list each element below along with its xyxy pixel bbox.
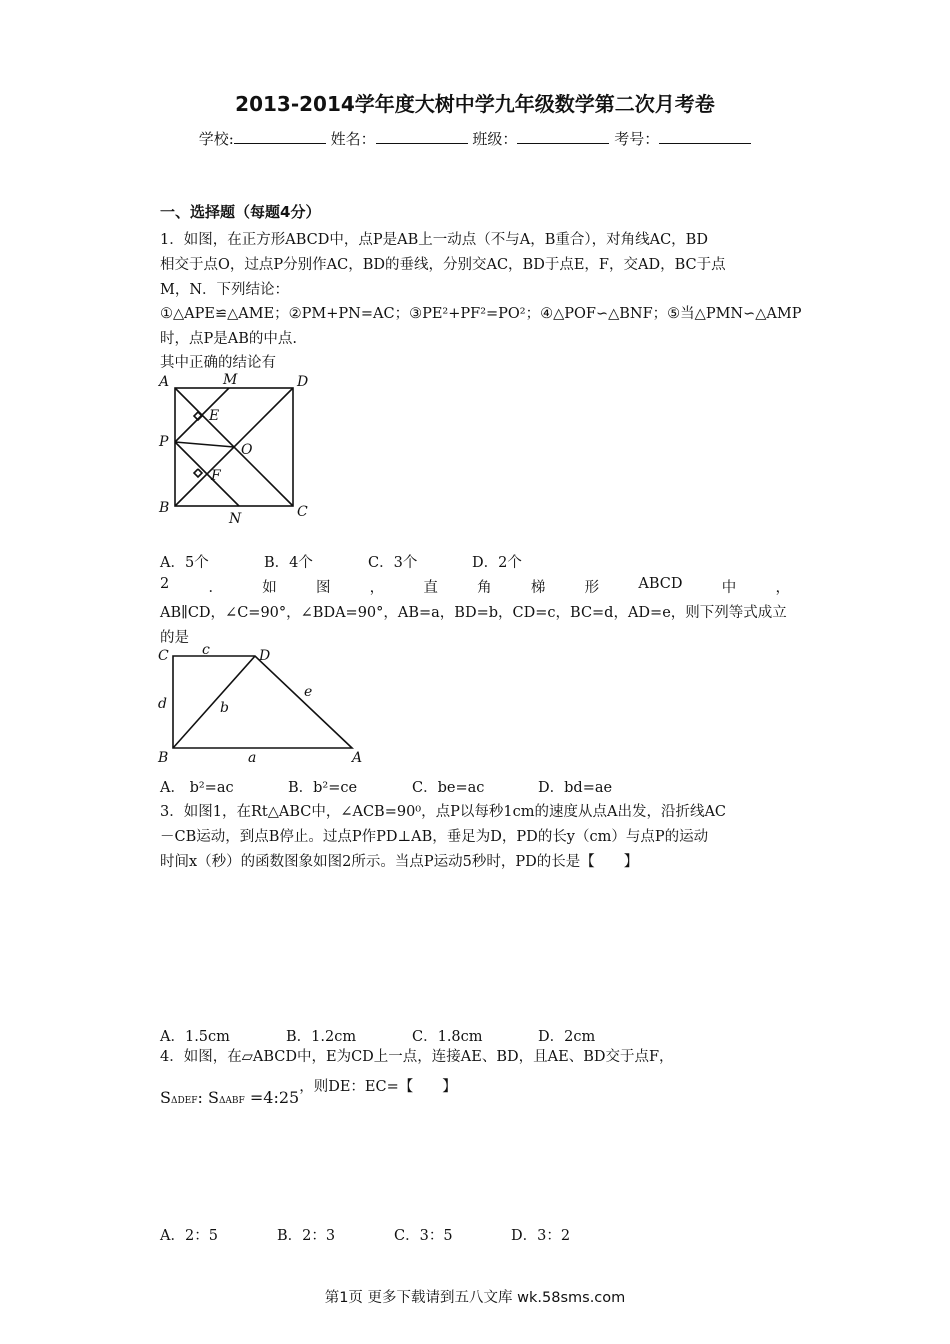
ratio-colon: : S bbox=[197, 1088, 219, 1107]
label-C: C bbox=[158, 648, 169, 664]
ratio-sub-def: ΔDEF bbox=[170, 1096, 198, 1106]
name-blank[interactable] bbox=[376, 129, 468, 144]
q2-word: 形 bbox=[584, 580, 600, 596]
name-label: 姓名： bbox=[330, 130, 376, 148]
q3-line2: －CB运动，到点B停止。过点P作PD⊥AB，垂足为D，PD的长y（cm）与点P的运动 bbox=[160, 829, 709, 845]
label-A: A bbox=[352, 750, 363, 766]
q2-option-a[interactable]: A． b²=ac bbox=[160, 780, 234, 796]
q1-options bbox=[160, 551, 522, 572]
q4-option-c[interactable]: C．3：5 bbox=[394, 1228, 453, 1244]
q2-word: 角 bbox=[477, 580, 492, 596]
q1-option-a[interactable]: A．5个 bbox=[160, 555, 209, 571]
q3-options bbox=[160, 1025, 595, 1046]
q2-word: ， bbox=[369, 580, 385, 596]
ratio-value: =4:25 bbox=[244, 1088, 300, 1107]
label-D: D bbox=[259, 648, 271, 664]
q1-option-c[interactable]: C．3个 bbox=[368, 555, 418, 571]
label-P: P bbox=[159, 434, 169, 450]
label-N: N bbox=[229, 511, 242, 527]
q1-line2: 相交于点O，过点P分别作AC，BD的垂线，分别交AC，BD于点E，F，交AD，BC于点 bbox=[160, 257, 726, 273]
q4-options bbox=[160, 1224, 570, 1245]
q2-word: ABCD bbox=[638, 576, 683, 592]
q4-line1: 4．如图，在▱ABCD中，E为CD上一点，连接AE、BD，且AE、BD交于点F， bbox=[160, 1049, 674, 1065]
q2-option-d[interactable]: D．bd=ae bbox=[538, 780, 613, 796]
label-O: O bbox=[241, 442, 253, 458]
label-d: d bbox=[158, 696, 167, 712]
q4-option-b[interactable]: B．2：3 bbox=[277, 1228, 336, 1244]
q2-word: ． bbox=[208, 580, 223, 596]
school-label: 学校: bbox=[198, 130, 234, 148]
q2-word: ， bbox=[775, 580, 790, 596]
q2-line2: AB∥CD，∠C=90°，∠BDA=90°，AB=a，BD=b，CD=c，BC=d，AD=e，则下列等式成立 bbox=[160, 605, 787, 621]
label-E: E bbox=[209, 408, 220, 424]
label-F: F bbox=[211, 468, 221, 484]
label-M: M bbox=[223, 372, 238, 388]
q1-line4: ①△APE≌△AME；②PM+PN=AC；③PE²+PF²=PO²；④△POF∽△BNF；⑤当△PMN∽△AMP bbox=[160, 306, 802, 322]
q2-word: 2 bbox=[160, 576, 170, 592]
q2-word: 中 bbox=[721, 580, 737, 596]
q1-option-b[interactable]: B．4个 bbox=[264, 555, 313, 571]
q4-line2 bbox=[160, 1075, 457, 1107]
q4-question-end: ，则DE：EC=【 】 bbox=[299, 1079, 457, 1095]
label-C: C bbox=[297, 504, 308, 520]
q4-option-d[interactable]: D．3：2 bbox=[511, 1228, 571, 1244]
ratio-s: S bbox=[160, 1088, 171, 1107]
q3-option-c[interactable]: C．1.8cm bbox=[412, 1029, 483, 1045]
q2-word: 直 bbox=[423, 580, 438, 596]
q3-option-d[interactable]: D．2cm bbox=[538, 1029, 596, 1045]
q1-square-figure bbox=[155, 370, 325, 530]
label-B: B bbox=[159, 500, 170, 516]
page-footer: 第1页 更多下载请到五八文库 wk.58sms.com bbox=[324, 1290, 626, 1306]
q2-options bbox=[160, 776, 612, 797]
q3-option-a[interactable]: A．1.5cm bbox=[160, 1029, 230, 1045]
q2-option-b[interactable]: B．b²=ce bbox=[288, 780, 358, 796]
q2-line3: 的是 bbox=[160, 630, 189, 646]
school-blank[interactable] bbox=[234, 129, 326, 144]
q2-trapezoid-figure bbox=[152, 640, 372, 768]
student-info-line bbox=[0, 128, 950, 149]
q1-line6: 其中正确的结论有 bbox=[160, 355, 276, 371]
q1-line3: M，N．下列结论： bbox=[160, 282, 290, 298]
number-blank[interactable] bbox=[659, 129, 751, 144]
label-b: b bbox=[220, 700, 229, 716]
q1-line1: 1．如图，在正方形ABCD中，点P是AB上一动点（不与A，B重合），对角线AC，BD bbox=[160, 232, 708, 248]
ratio-sub-abf: ΔABF bbox=[218, 1096, 245, 1106]
number-label: 考号： bbox=[614, 130, 660, 148]
exam-title: 2013-2014学年度大树中学九年级数学第二次月考卷 bbox=[235, 92, 715, 116]
q1-option-d[interactable]: D．2个 bbox=[472, 555, 522, 571]
section-heading: 一、选择题（每题4分） bbox=[160, 203, 321, 221]
q4-option-a[interactable]: A．2：5 bbox=[160, 1228, 218, 1244]
q2-word: 图 bbox=[315, 580, 331, 596]
q3-line1: 3．如图1，在Rt△ABC中，∠ACB=90⁰，点P以每秒1cm的速度从点A出发，沿折线AC bbox=[160, 804, 727, 820]
label-e: e bbox=[304, 684, 313, 700]
q4-area-ratio bbox=[160, 1088, 299, 1107]
q3-option-b[interactable]: B．1.2cm bbox=[286, 1029, 357, 1045]
label-A: A bbox=[159, 374, 170, 390]
class-blank[interactable] bbox=[517, 129, 609, 144]
q2-line1 bbox=[160, 576, 790, 597]
class-label: 班级： bbox=[472, 130, 518, 148]
label-a: a bbox=[248, 750, 257, 766]
q2-option-c[interactable]: C．be=ac bbox=[412, 780, 485, 796]
q2-word: 梯 bbox=[530, 580, 546, 596]
label-D: D bbox=[297, 374, 309, 390]
label-c: c bbox=[202, 642, 210, 658]
q3-line3: 时间x（秒）的函数图象如图2所示。当点P运动5秒时，PD的长是【 】 bbox=[160, 854, 639, 870]
q2-word: 如 bbox=[262, 580, 277, 596]
q1-line5: 时，点P是AB的中点. bbox=[160, 331, 297, 347]
label-B: B bbox=[158, 750, 169, 766]
